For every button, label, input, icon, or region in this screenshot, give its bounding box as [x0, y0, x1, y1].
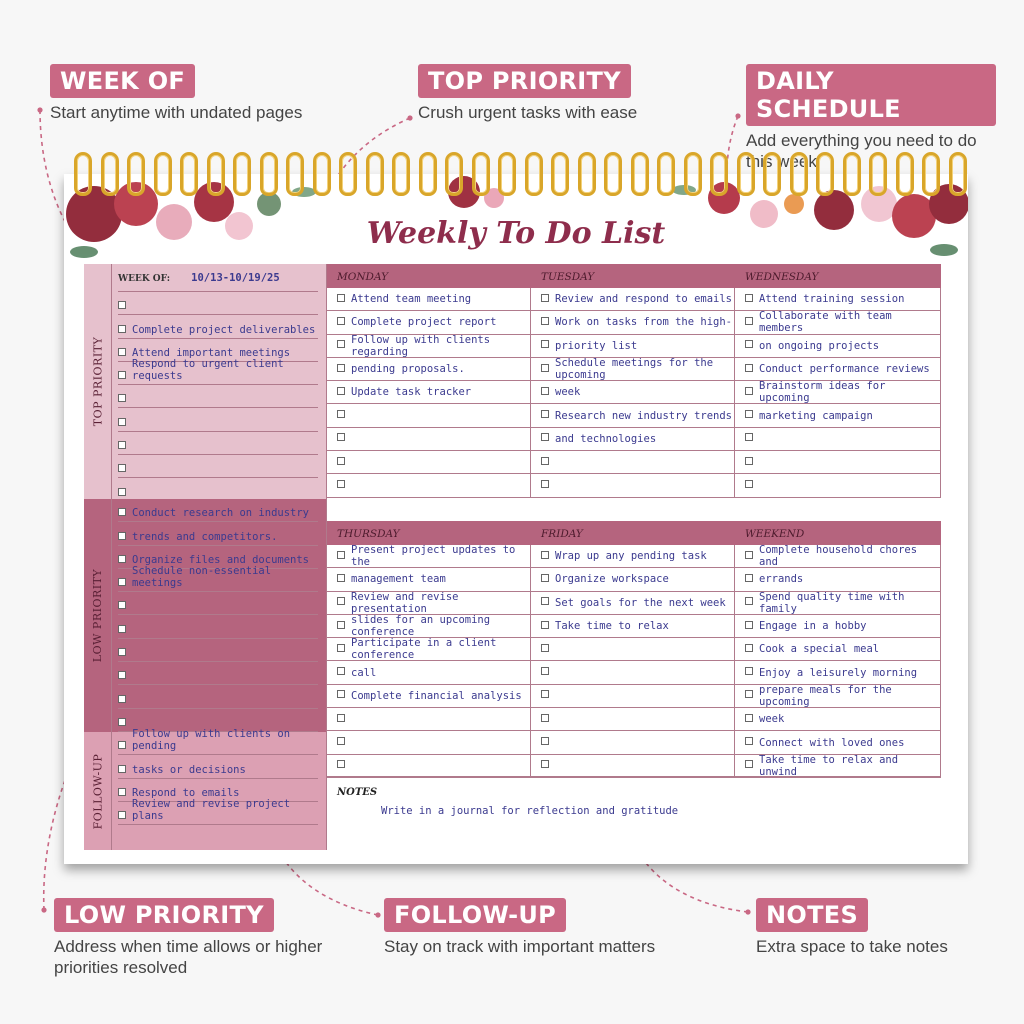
task-row[interactable]	[118, 565, 318, 592]
task-row[interactable]	[735, 404, 941, 427]
task-row[interactable]	[118, 639, 318, 662]
task-row[interactable]	[118, 455, 318, 478]
spiral-ring	[922, 152, 940, 196]
task-checkbox[interactable]	[745, 644, 753, 652]
task-text: trends and competitors.	[132, 530, 278, 543]
task-text: Complete project deliverables	[132, 323, 316, 336]
task-row[interactable]	[327, 288, 531, 311]
task-row[interactable]	[118, 755, 318, 778]
top-priority-label: TOP PRIORITY	[91, 336, 104, 427]
task-row[interactable]	[735, 288, 941, 311]
task-checkbox[interactable]	[337, 574, 345, 582]
task-text: pending proposals.	[351, 363, 465, 376]
task-checkbox[interactable]	[745, 690, 753, 698]
follow-up-label: FOLLOW-UP	[91, 753, 104, 829]
task-row[interactable]	[531, 708, 735, 731]
task-checkbox[interactable]	[337, 714, 345, 722]
callout-low-priority-desc: Address when time allows or higher priorities resolved	[54, 937, 323, 977]
task-text: Engage in a hobby	[759, 620, 867, 633]
callout-low-priority	[54, 898, 324, 978]
task-checkbox[interactable]	[745, 433, 753, 441]
day-task-list	[531, 288, 735, 498]
task-row[interactable]	[735, 615, 941, 638]
day-task-list	[735, 545, 941, 778]
callout-week-of-tag: WEEK OF	[50, 64, 195, 98]
task-row[interactable]	[735, 661, 941, 684]
task-row[interactable]	[327, 685, 531, 708]
task-checkbox[interactable]	[337, 317, 345, 325]
task-row[interactable]	[327, 755, 531, 778]
task-row[interactable]	[735, 335, 941, 358]
spiral-ring	[763, 152, 781, 196]
task-checkbox[interactable]	[118, 695, 126, 703]
task-row[interactable]	[118, 292, 318, 315]
task-checkbox[interactable]	[745, 714, 753, 722]
task-row[interactable]	[531, 404, 735, 427]
task-row[interactable]	[735, 545, 941, 568]
task-row[interactable]	[327, 708, 531, 731]
task-text: Brainstorm ideas for upcoming	[759, 380, 886, 405]
task-row[interactable]	[735, 311, 941, 334]
low-priority-section	[84, 499, 326, 732]
task-checkbox[interactable]	[118, 418, 126, 426]
task-checkbox[interactable]	[541, 340, 549, 348]
task-text: and technologies	[555, 432, 657, 445]
task-text: Collaborate with team members	[759, 310, 892, 335]
task-checkbox[interactable]	[337, 760, 345, 768]
callout-follow-up	[384, 898, 704, 957]
task-row[interactable]	[735, 685, 941, 708]
task-row[interactable]	[118, 662, 318, 685]
task-text: Present project updates to the	[351, 544, 516, 569]
task-checkbox[interactable]	[118, 441, 126, 449]
task-row[interactable]	[327, 451, 531, 474]
task-text: Connect with loved ones	[759, 736, 905, 749]
task-row[interactable]	[118, 315, 318, 338]
task-checkbox[interactable]	[745, 760, 753, 768]
task-row[interactable]	[531, 545, 735, 568]
day-task-list	[531, 545, 735, 778]
task-text: Review and revise presentation	[351, 590, 459, 615]
task-text: week	[759, 713, 785, 726]
task-text: Review and revise project plans	[132, 798, 291, 823]
task-checkbox[interactable]	[745, 317, 753, 325]
task-row[interactable]	[735, 708, 941, 731]
task-text: Organize workspace	[555, 573, 669, 586]
task-row[interactable]	[118, 592, 318, 615]
day-header: WEDNESDAY	[735, 264, 941, 288]
task-text: Set goals for the next week	[555, 596, 726, 609]
spiral-ring	[445, 152, 463, 196]
task-checkbox[interactable]	[118, 625, 126, 633]
spiral-ring	[419, 152, 437, 196]
task-checkbox[interactable]	[541, 597, 549, 605]
task-row[interactable]	[327, 731, 531, 754]
task-text: slides for an upcoming conference	[351, 614, 491, 639]
task-checkbox[interactable]	[745, 737, 753, 745]
task-row[interactable]	[735, 755, 941, 778]
task-row[interactable]	[531, 474, 735, 497]
task-checkbox[interactable]	[541, 714, 549, 722]
spiral-ring	[260, 152, 278, 196]
day-task-list	[327, 288, 531, 498]
task-row[interactable]	[531, 685, 735, 708]
task-checkbox[interactable]	[337, 364, 345, 372]
task-row[interactable]	[118, 385, 318, 408]
task-row[interactable]	[327, 592, 531, 615]
spiral-ring	[313, 152, 331, 196]
notes-label: NOTES	[337, 787, 378, 798]
task-row[interactable]	[118, 798, 318, 825]
task-row[interactable]	[118, 616, 318, 639]
task-row[interactable]	[327, 661, 531, 684]
task-row[interactable]	[531, 592, 735, 615]
day-monday	[327, 264, 531, 498]
task-checkbox[interactable]	[337, 621, 345, 629]
task-row[interactable]	[735, 638, 941, 661]
day-grid	[326, 264, 940, 850]
task-text: prepare meals for the upcoming	[759, 683, 892, 708]
callout-week-of-desc: Start anytime with undated pages	[50, 103, 303, 122]
task-text: Attend training session	[759, 293, 905, 306]
task-row[interactable]	[531, 755, 735, 778]
task-row[interactable]	[531, 311, 735, 334]
task-checkbox[interactable]	[118, 648, 126, 656]
task-text: Cook a special meal	[759, 643, 880, 656]
task-row[interactable]	[118, 522, 318, 545]
callout-top-priority-desc: Crush urgent tasks with ease	[418, 103, 638, 122]
task-row[interactable]	[735, 358, 941, 381]
task-checkbox[interactable]	[337, 551, 345, 559]
spiral-ring	[843, 152, 861, 196]
task-row[interactable]	[735, 731, 941, 754]
task-checkbox[interactable]	[745, 621, 753, 629]
task-row[interactable]	[327, 428, 531, 451]
task-checkbox[interactable]	[118, 371, 126, 379]
task-row[interactable]	[327, 545, 531, 568]
task-checkbox[interactable]	[541, 737, 549, 745]
low-priority-side-label-box	[84, 499, 112, 732]
task-row[interactable]	[327, 358, 531, 381]
spiral-ring	[869, 152, 887, 196]
task-text: Respond to emails	[132, 786, 240, 799]
day-task-list	[735, 288, 941, 498]
priority-panel	[84, 264, 326, 850]
spiral-ring	[366, 152, 384, 196]
task-text: Attend team meeting	[351, 293, 472, 306]
task-row[interactable]	[735, 592, 941, 615]
task-text: Attend important meetings	[132, 346, 291, 359]
task-row[interactable]	[327, 381, 531, 404]
task-checkbox[interactable]	[337, 340, 345, 348]
task-row[interactable]	[735, 451, 941, 474]
task-text: Conduct performance reviews	[759, 363, 930, 376]
task-text: Follow up with clients regarding	[351, 333, 491, 358]
task-checkbox[interactable]	[118, 741, 126, 749]
task-checkbox[interactable]	[337, 644, 345, 652]
task-row[interactable]	[735, 568, 941, 591]
task-text: Complete financial analysis	[351, 689, 522, 702]
task-row[interactable]	[735, 474, 941, 497]
task-row[interactable]	[118, 432, 318, 455]
task-checkbox[interactable]	[118, 532, 126, 540]
day-header: MONDAY	[327, 264, 531, 288]
spiral-ring	[949, 152, 967, 196]
callout-notes-tag: NOTES	[756, 898, 868, 932]
task-checkbox[interactable]	[337, 690, 345, 698]
task-text: marketing campaign	[759, 409, 873, 422]
task-checkbox[interactable]	[541, 621, 549, 629]
task-checkbox[interactable]	[118, 394, 126, 402]
task-text: Respond to urgent client requests	[132, 358, 284, 383]
spiral-ring	[472, 152, 490, 196]
task-text: Schedule non-essential meetings	[132, 565, 272, 590]
task-checkbox[interactable]	[337, 597, 345, 605]
spiral-ring	[233, 152, 251, 196]
callout-top-priority-tag: TOP PRIORITY	[418, 64, 631, 98]
task-checkbox[interactable]	[745, 294, 753, 302]
task-row[interactable]	[118, 358, 318, 385]
spiral-ring	[657, 152, 675, 196]
task-text: tasks or decisions	[132, 763, 246, 776]
task-text: Schedule meetings for the upcoming	[555, 357, 714, 382]
task-row[interactable]	[735, 381, 941, 404]
task-text: call	[351, 666, 377, 679]
task-row[interactable]	[531, 661, 735, 684]
follow-up-section	[84, 728, 326, 850]
task-checkbox[interactable]	[118, 765, 126, 773]
task-checkbox[interactable]	[745, 551, 753, 559]
spiral-ring	[525, 152, 543, 196]
day-header: TUESDAY	[531, 264, 735, 288]
task-checkbox[interactable]	[541, 410, 549, 418]
task-row[interactable]	[327, 638, 531, 661]
task-checkbox[interactable]	[337, 737, 345, 745]
task-text: Work on tasks from the high-	[555, 316, 733, 329]
task-text: Complete project report	[351, 316, 497, 329]
spiral-ring	[154, 152, 172, 196]
task-row[interactable]	[118, 499, 318, 522]
task-checkbox[interactable]	[337, 410, 345, 418]
task-checkbox[interactable]	[541, 667, 549, 675]
day-header: THURSDAY	[327, 521, 531, 545]
task-text: Take time to relax	[555, 620, 669, 633]
follow-up-side-label-box	[84, 732, 112, 850]
task-checkbox[interactable]	[118, 301, 126, 309]
spiral-ring	[207, 152, 225, 196]
task-checkbox[interactable]	[541, 574, 549, 582]
callout-follow-up-tag: FOLLOW-UP	[384, 898, 566, 932]
task-row[interactable]	[531, 451, 735, 474]
callout-top-priority	[418, 64, 718, 123]
callout-follow-up-desc: Stay on track with important matters	[384, 937, 656, 956]
task-text: Take time to relax and unwind	[759, 753, 899, 778]
task-row[interactable]	[531, 428, 735, 451]
task-checkbox[interactable]	[541, 294, 549, 302]
task-text: Research new industry trends	[555, 409, 733, 422]
callout-daily-schedule-tag: DAILY SCHEDULE	[746, 64, 996, 126]
task-row[interactable]	[531, 615, 735, 638]
task-checkbox[interactable]	[745, 364, 753, 372]
task-checkbox[interactable]	[541, 480, 549, 488]
task-row[interactable]	[735, 428, 941, 451]
spiral-ring	[180, 152, 198, 196]
planner-page	[64, 174, 968, 864]
task-checkbox[interactable]	[745, 410, 753, 418]
week-of-value: 10/13-10/19/25	[191, 272, 280, 284]
task-text: week	[555, 386, 581, 399]
spiral-binding	[74, 152, 964, 204]
spiral-ring	[127, 152, 145, 196]
callout-low-priority-tag: LOW PRIORITY	[54, 898, 274, 932]
task-checkbox[interactable]	[118, 488, 126, 496]
task-row[interactable]	[327, 615, 531, 638]
task-text: on ongoing projects	[759, 339, 880, 352]
task-row[interactable]	[327, 404, 531, 427]
task-checkbox[interactable]	[541, 433, 549, 441]
spiral-ring	[578, 152, 596, 196]
task-row[interactable]	[118, 409, 318, 432]
task-checkbox[interactable]	[118, 671, 126, 679]
task-checkbox[interactable]	[745, 574, 753, 582]
task-checkbox[interactable]	[118, 718, 126, 726]
task-text: Complete household chores and	[759, 544, 918, 569]
task-row[interactable]	[327, 311, 531, 334]
task-row[interactable]	[531, 638, 735, 661]
day-friday	[531, 521, 735, 778]
spiral-ring	[392, 152, 410, 196]
day-weekend	[735, 521, 941, 778]
task-checkbox[interactable]	[745, 480, 753, 488]
week-of-label: WEEK OF:	[118, 274, 171, 284]
notes-text: Write in a journal for reflection and gratitude	[381, 805, 679, 817]
week-of-row[interactable]	[118, 272, 318, 292]
task-checkbox[interactable]	[337, 294, 345, 302]
low-priority-label: LOW PRIORITY	[91, 568, 104, 663]
task-row[interactable]	[531, 335, 735, 358]
task-text: Review and respond to emails	[555, 293, 733, 306]
spiral-ring	[498, 152, 516, 196]
arrow-dot	[37, 107, 42, 112]
task-checkbox[interactable]	[118, 555, 126, 563]
day-wednesday	[735, 264, 941, 498]
task-row[interactable]	[531, 358, 735, 381]
day-task-list	[327, 545, 531, 778]
day-header: WEEKEND	[735, 521, 941, 545]
task-checkbox[interactable]	[337, 387, 345, 395]
task-checkbox[interactable]	[118, 601, 126, 609]
callout-notes-desc: Extra space to take notes	[756, 937, 948, 956]
task-text: errands	[759, 573, 804, 586]
task-row[interactable]	[531, 381, 735, 404]
task-checkbox[interactable]	[337, 480, 345, 488]
task-text: Follow up with clients on pending	[132, 728, 291, 753]
task-checkbox[interactable]	[745, 340, 753, 348]
task-checkbox[interactable]	[745, 387, 753, 395]
spiral-ring	[631, 152, 649, 196]
callout-week-of	[50, 64, 370, 123]
task-checkbox[interactable]	[541, 317, 549, 325]
spiral-ring	[790, 152, 808, 196]
task-row[interactable]	[531, 731, 735, 754]
spiral-ring	[551, 152, 569, 196]
callout-daily-schedule-desc: Add everything you need to do this week	[746, 131, 977, 171]
planner-title: Weekly To Do List	[366, 216, 666, 251]
task-text: Participate in a client conference	[351, 637, 497, 662]
spiral-ring	[710, 152, 728, 196]
spiral-ring	[604, 152, 622, 196]
task-row[interactable]	[327, 568, 531, 591]
task-checkbox[interactable]	[541, 690, 549, 698]
task-checkbox[interactable]	[118, 464, 126, 472]
task-checkbox[interactable]	[118, 788, 126, 796]
notes-area[interactable]	[327, 776, 941, 850]
task-text: Spend quality time with family	[759, 590, 905, 615]
callout-notes	[756, 898, 1006, 957]
task-checkbox[interactable]	[337, 433, 345, 441]
task-checkbox[interactable]	[541, 644, 549, 652]
task-checkbox[interactable]	[118, 325, 126, 333]
task-text: Conduct research on industry	[132, 507, 310, 520]
task-checkbox[interactable]	[541, 551, 549, 559]
task-row[interactable]	[327, 474, 531, 497]
task-checkbox[interactable]	[745, 597, 753, 605]
task-checkbox[interactable]	[118, 811, 126, 819]
task-checkbox[interactable]	[118, 578, 126, 586]
task-checkbox[interactable]	[745, 667, 753, 675]
task-checkbox[interactable]	[541, 364, 549, 372]
top-priority-section	[84, 264, 326, 499]
day-thursday	[327, 521, 531, 778]
task-checkbox[interactable]	[541, 457, 549, 465]
task-text: Organize files and documents	[132, 553, 310, 566]
task-text: Update task tracker	[351, 386, 472, 399]
task-checkbox[interactable]	[745, 457, 753, 465]
spiral-ring	[896, 152, 914, 196]
task-row[interactable]	[118, 685, 318, 708]
task-text: Wrap up any pending task	[555, 550, 707, 563]
task-row[interactable]	[118, 728, 318, 755]
spiral-ring	[74, 152, 92, 196]
spiral-ring	[737, 152, 755, 196]
task-text: priority list	[555, 339, 638, 352]
day-header: FRIDAY	[531, 521, 735, 545]
task-checkbox[interactable]	[337, 667, 345, 675]
day-tuesday	[531, 264, 735, 498]
task-row[interactable]	[531, 288, 735, 311]
task-checkbox[interactable]	[337, 457, 345, 465]
task-row[interactable]	[327, 335, 531, 358]
spiral-ring	[684, 152, 702, 196]
task-checkbox[interactable]	[541, 387, 549, 395]
task-checkbox[interactable]	[118, 348, 126, 356]
task-text: Enjoy a leisurely morning	[759, 666, 918, 679]
task-row[interactable]	[531, 568, 735, 591]
spiral-ring	[816, 152, 834, 196]
task-checkbox[interactable]	[118, 508, 126, 516]
task-text: management team	[351, 573, 446, 586]
spiral-ring	[101, 152, 119, 196]
spiral-ring	[339, 152, 357, 196]
spiral-ring	[286, 152, 304, 196]
task-checkbox[interactable]	[541, 760, 549, 768]
top-priority-side-label-box	[84, 264, 112, 499]
